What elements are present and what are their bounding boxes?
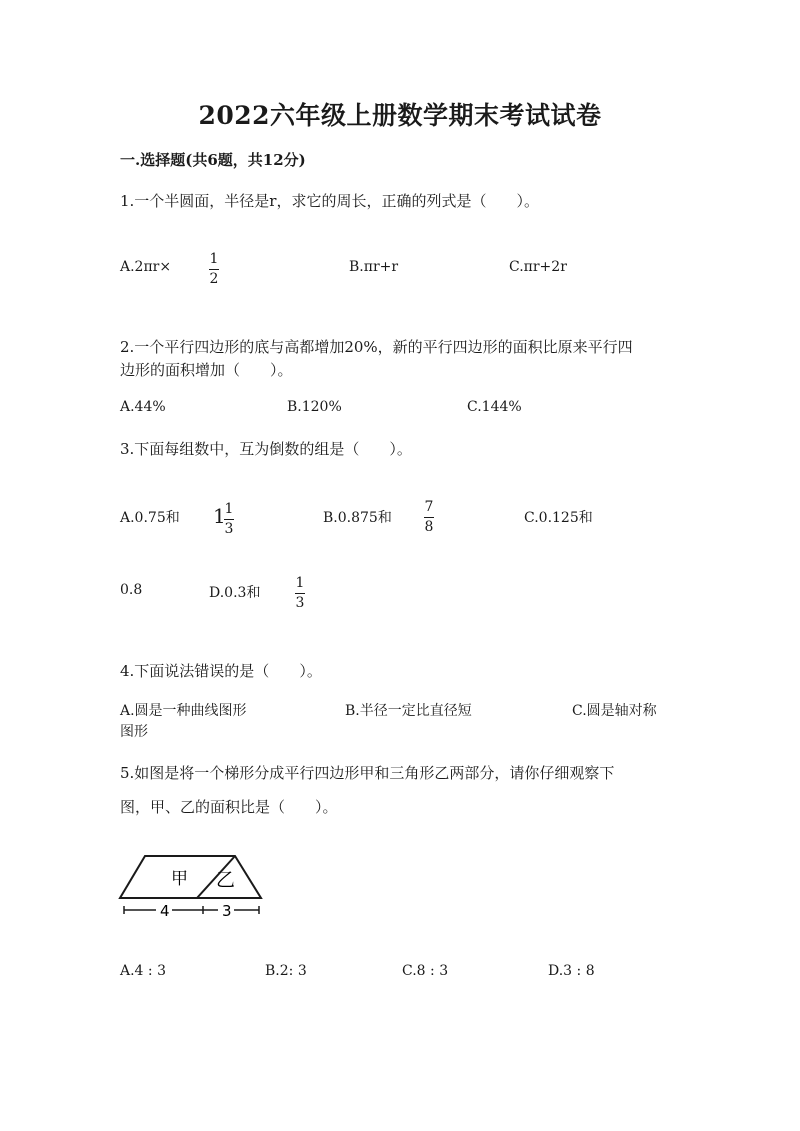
- dimension-label-right: 3: [222, 902, 232, 920]
- q4-option-c[interactable]: C.圆是轴对称: [572, 703, 657, 719]
- page-title: 2022六年级上册数学期末考试试卷: [198, 101, 602, 130]
- q5-option-d[interactable]: D.3 : 8: [548, 963, 595, 979]
- section-heading: 一.选择题(共6题，共12分): [120, 151, 306, 169]
- q4-option-c-continued: 图形: [120, 724, 148, 740]
- q1-option-a[interactable]: A.2πr×: [120, 259, 172, 275]
- q5-option-a[interactable]: A.4 : 3: [120, 963, 166, 979]
- fraction-denominator: 8: [424, 519, 434, 535]
- q5-option-b[interactable]: B.2: 3: [265, 963, 307, 979]
- dimension-label-left: 4: [160, 902, 170, 920]
- fraction-numerator: 1: [295, 575, 305, 591]
- trapezoid-figure: [118, 848, 268, 920]
- question-1-stem: 1.一个半圆面，半径是r，求它的周长，正确的列式是（ ）。: [120, 192, 539, 210]
- fraction-denominator: 3: [224, 521, 234, 537]
- question-4-stem: 4.下面说法错误的是（ ）。: [120, 662, 322, 680]
- q3-option-b[interactable]: B.0.875和: [323, 510, 392, 526]
- question-3-stem: 3.下面每组数中，互为倒数的组是（ ）。: [120, 440, 412, 458]
- q1-option-c[interactable]: C.πr+2r: [509, 259, 567, 275]
- fraction-numerator: 7: [424, 499, 434, 515]
- q4-option-b[interactable]: B.半径一定比直径短: [345, 703, 472, 719]
- q2-option-c[interactable]: C.144%: [467, 399, 522, 415]
- question-2-stem-line1: 2.一个平行四边形的底与高都增加20%，新的平行四边形的面积比原来平行四: [120, 338, 633, 356]
- q1-option-a-fraction: [209, 252, 219, 286]
- fraction-bar: [295, 593, 305, 594]
- q4-option-a[interactable]: A.圆是一种曲线图形: [120, 703, 247, 719]
- fraction-bar: [424, 517, 434, 518]
- question-5-stem-line2: 图，甲、乙的面积比是（ ）。: [120, 798, 338, 816]
- question-2-stem-line2: 边形的面积增加（ ）。: [120, 361, 293, 379]
- figure-label-jia: 甲: [171, 869, 188, 889]
- q3-option-c[interactable]: C.0.125和: [524, 510, 593, 526]
- question-5-stem-line1: 5.如图是将一个梯形分成平行四边形甲和三角形乙两部分，请你仔细观察下: [120, 764, 615, 782]
- q3-option-b-fraction: [424, 500, 434, 534]
- q5-option-c[interactable]: C.8 : 3: [402, 963, 449, 979]
- q3-option-d-fraction: [295, 576, 305, 610]
- q3-option-a[interactable]: A.0.75和: [120, 510, 180, 526]
- q2-option-b[interactable]: B.120%: [287, 399, 342, 415]
- q3-option-d[interactable]: D.0.3和: [209, 585, 261, 601]
- q3-option-a-fraction: [224, 502, 234, 536]
- q2-option-a[interactable]: A.44%: [120, 399, 166, 415]
- fraction-bar: [209, 269, 219, 270]
- fraction-denominator: 2: [209, 271, 219, 287]
- mixed-number-whole: 1: [213, 504, 226, 528]
- trapezoid-outline: [120, 856, 261, 898]
- q3-option-c-continued: 0.8: [120, 582, 143, 598]
- q1-option-b[interactable]: B.πr+r: [349, 259, 399, 275]
- fraction-numerator: 1: [224, 501, 234, 517]
- fraction-bar: [224, 519, 234, 520]
- figure-label-yi: 乙: [216, 869, 236, 891]
- fraction-numerator: 1: [209, 251, 219, 267]
- fraction-denominator: 3: [295, 595, 305, 611]
